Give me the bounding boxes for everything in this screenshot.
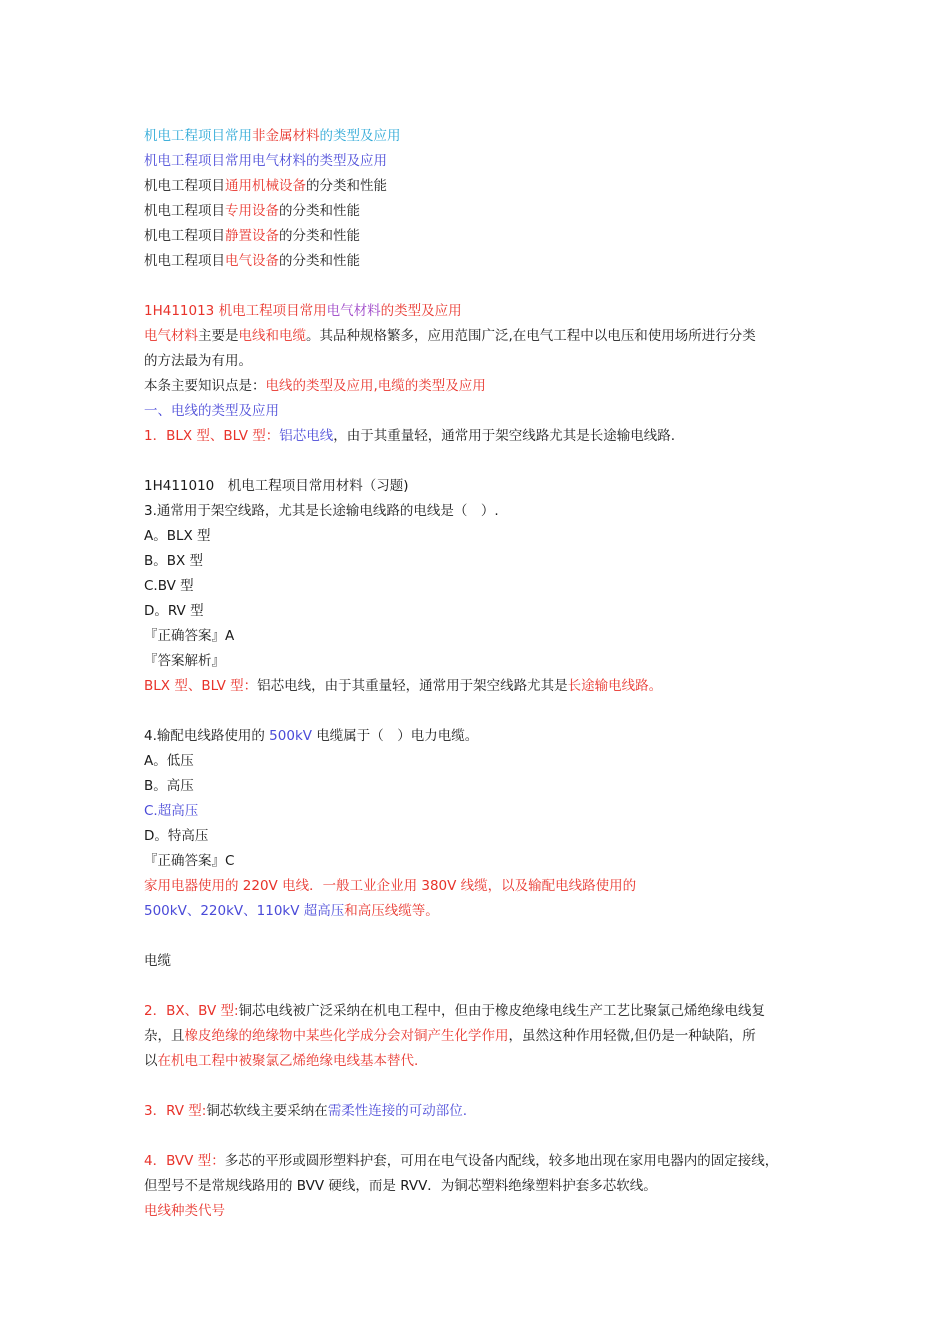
- text-run: 机电工程项目: [144, 228, 225, 244]
- text-run: 多芯的平形或圆形塑料护套，可用在电气设备内配线，较多地出现在家用电器内的固定接线，: [224, 1153, 779, 1169]
- text-run: 机电工程项目: [144, 203, 225, 219]
- text-run: ，由于其重量轻，通常用于架空线路尤其是长途输电线路.: [333, 428, 676, 444]
- text-run: 的分类和性能: [306, 178, 387, 194]
- text-line: [144, 949, 824, 974]
- text-run: 『正确答案』C: [144, 853, 235, 869]
- text-line: [144, 1174, 824, 1199]
- text-run: B。BX 型: [144, 553, 204, 569]
- text-run: 铜芯软线主要采纳在: [206, 1103, 328, 1119]
- text-line: [144, 349, 824, 374]
- text-run: 电线种类代号: [144, 1203, 225, 1219]
- blank-line: [144, 699, 824, 724]
- text-line: [144, 1149, 824, 1174]
- text-run: BLX 型、BLV 型：: [144, 678, 258, 694]
- text-line: [144, 324, 824, 349]
- text-line: [144, 749, 824, 774]
- text-run: 在机电工程中被聚氯乙烯绝缘电线基本替代.: [157, 1053, 419, 1069]
- text-run: 铝芯电线，由于其重量轻，通常用于架空线路尤其是: [257, 678, 568, 694]
- text-run: 的类型及应用: [319, 128, 401, 144]
- text-run: 静置设备: [225, 228, 279, 244]
- text-line: [144, 624, 824, 649]
- text-line: [144, 799, 824, 824]
- text-run: 2．BX、BV 型:: [144, 1003, 239, 1019]
- text-run: 。其品种规格繁多，应用范围广泛,在电气工程中以电压和使用场所进行分类: [306, 328, 756, 344]
- text-run: 非金属材料: [252, 128, 320, 144]
- text-run: 机电工程项目常用电气材料的类型及应用: [144, 153, 387, 169]
- text-run: 电缆属于（ ）电力电缆。: [312, 728, 479, 744]
- text-run: 杂，且: [144, 1028, 185, 1044]
- text-line: [144, 824, 824, 849]
- text-line: [144, 649, 824, 674]
- text-run: 以: [144, 1053, 158, 1069]
- text-line: [144, 599, 824, 624]
- text-run: 电气材料: [326, 303, 381, 319]
- text-line: [144, 499, 824, 524]
- text-line: [144, 1049, 824, 1074]
- blank-line: [144, 274, 824, 299]
- text-run: 1H411010 机电工程项目常用材料（习题): [144, 478, 409, 494]
- text-run: B。高压: [144, 778, 194, 794]
- text-run: 超高压: [303, 903, 345, 919]
- text-line: [144, 674, 824, 699]
- text-run: 机电工程项目常用: [144, 128, 252, 144]
- text-run: 长途输电线路。: [567, 678, 663, 694]
- text-run: 的分类和性能: [279, 203, 360, 219]
- text-line: [144, 1024, 824, 1049]
- blank-line: [144, 924, 824, 949]
- text-run: 『答案解析』: [144, 653, 225, 669]
- text-run: 本条主要知识点是：: [144, 378, 266, 394]
- text-line: [144, 299, 824, 324]
- text-run: 的分类和性能: [279, 228, 360, 244]
- text-run: 需柔性连接的可动部位.: [327, 1103, 468, 1119]
- text-line: [144, 249, 824, 274]
- text-run: C.BV 型: [144, 578, 194, 594]
- text-line: [144, 174, 824, 199]
- text-run: 一、电线的类型及应用: [144, 403, 279, 419]
- text-run: 通用机械设备: [225, 178, 306, 194]
- document-body: [144, 124, 824, 1224]
- text-line: [144, 149, 824, 174]
- text-run: 『正确答案』A: [144, 628, 235, 644]
- text-run: 专用设备: [225, 203, 279, 219]
- text-run: D。特高压: [144, 828, 209, 844]
- blank-line: [144, 974, 824, 999]
- text-run: 的类型及应用: [380, 303, 462, 319]
- text-line: [144, 874, 824, 899]
- text-run: 的方法最为有用。: [144, 353, 252, 369]
- text-line: [144, 549, 824, 574]
- text-line: [144, 224, 824, 249]
- text-run: 3.通常用于架空线路，尤其是长途输电线路的电线是（ ）.: [144, 503, 499, 519]
- text-line: [144, 999, 824, 1024]
- text-run: A。低压: [144, 753, 194, 769]
- text-line: [144, 849, 824, 874]
- text-run: 电线的类型及应用,电缆的类型及应用: [265, 378, 486, 394]
- text-run: 机电工程项目: [144, 253, 225, 269]
- text-line: [144, 474, 824, 499]
- text-run: 机电工程项目常用: [218, 303, 327, 319]
- text-line: [144, 524, 824, 549]
- text-run: 电缆: [144, 953, 171, 969]
- text-run: 3．RV 型:: [144, 1103, 207, 1119]
- text-run: 电线和电缆: [238, 328, 306, 344]
- text-run: 1H411013: [144, 303, 219, 319]
- text-run: D。RV 型: [144, 603, 204, 619]
- text-run: 500kV: [269, 728, 312, 744]
- text-run: 电气设备: [225, 253, 279, 269]
- text-run: 的分类和性能: [279, 253, 360, 269]
- text-line: [144, 199, 824, 224]
- text-line: [144, 399, 824, 424]
- text-run: A。BLX 型: [144, 528, 211, 544]
- text-line: [144, 574, 824, 599]
- text-run: C.超高压: [144, 803, 199, 819]
- text-run: 和高压线缆等。: [344, 903, 439, 919]
- text-run: 4.输配电线路使用的: [144, 728, 270, 744]
- text-run: 橡皮绝缘的绝缘物中某些化学成分会对铜产生化学作用: [184, 1028, 509, 1044]
- text-line: [144, 1099, 824, 1124]
- blank-line: [144, 1074, 824, 1099]
- blank-line: [144, 1124, 824, 1149]
- text-line: [144, 1199, 824, 1224]
- text-line: [144, 724, 824, 749]
- text-run: 4．BVV 型：: [144, 1153, 225, 1169]
- text-run: 电气材料: [144, 328, 198, 344]
- text-run: 1．BLX 型、BLV 型：: [144, 428, 280, 444]
- text-line: [144, 774, 824, 799]
- blank-line: [144, 449, 824, 474]
- text-line: [144, 424, 824, 449]
- text-run: 但型号不是常规线路用的 BVV 硬线，而是 RVV．为铜芯塑料绝缘塑料护套多芯软线。: [144, 1178, 657, 1194]
- text-line: [144, 899, 824, 924]
- text-run: 主要是: [198, 328, 239, 344]
- text-run: 家用电器使用的 220V 电线．一般工业企业用 380V 线缆，以及输配电线路使用的: [144, 878, 637, 894]
- text-run: 500kV、220kV、110kV: [144, 903, 304, 919]
- text-line: [144, 124, 824, 149]
- text-run: 铜芯电线被广泛采纳在机电工程中，但由于橡皮绝缘电线生产工艺比聚氯己烯绝缘电线复: [238, 1003, 766, 1019]
- text-run: 机电工程项目: [144, 178, 225, 194]
- text-run: ，虽然这种作用轻微,但仍是一种缺陷，所: [508, 1028, 756, 1044]
- text-line: [144, 374, 824, 399]
- text-run: 铝芯电线: [279, 428, 334, 444]
